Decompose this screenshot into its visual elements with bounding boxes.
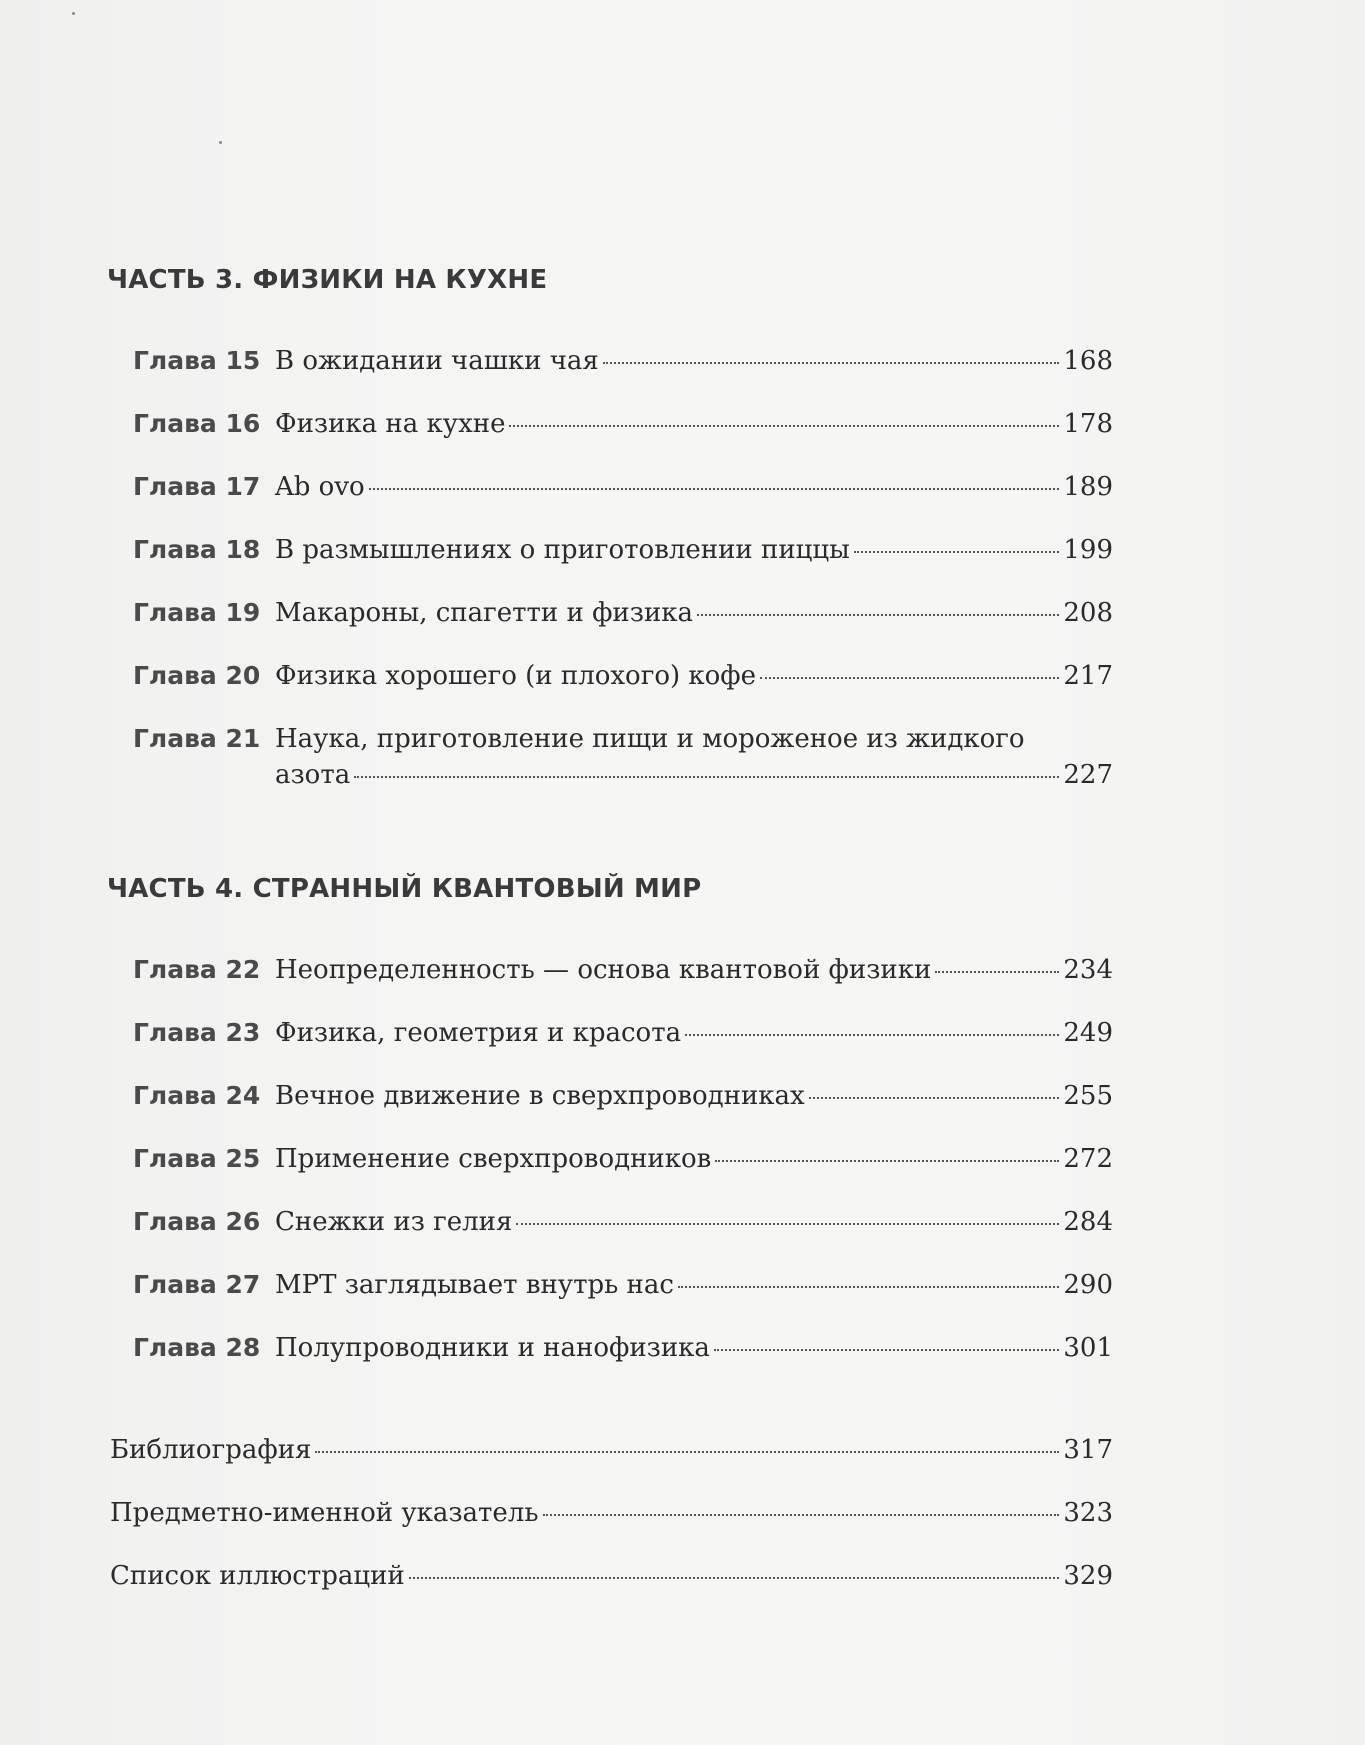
page-number: 178: [1063, 409, 1113, 439]
page-number: 227: [1063, 760, 1113, 790]
chapter-title: Применение сверхпроводников: [275, 1144, 712, 1174]
speck-mark: [219, 141, 222, 144]
section-title: Список иллюстраций: [110, 1561, 405, 1591]
dot-leader: [935, 971, 1059, 973]
chapter-label: Глава 18: [133, 535, 261, 564]
toc-entry-chapter-17[interactable]: [133, 472, 1113, 502]
chapter-title: Вечное движение в сверхпроводниках: [275, 1081, 805, 1111]
chapter-label: Глава 22: [133, 955, 261, 984]
dot-leader: [315, 1451, 1059, 1453]
page-number: 290: [1063, 1270, 1113, 1300]
speck-mark: [72, 12, 75, 15]
toc-entry-chapter-20[interactable]: [133, 661, 1113, 691]
toc-entry-index[interactable]: [110, 1498, 1113, 1528]
page-number: 208: [1063, 598, 1113, 628]
dot-leader: [854, 551, 1060, 553]
section-title: Предметно-именной указатель: [110, 1498, 539, 1528]
dot-leader: [714, 1349, 1059, 1351]
chapter-label: Глава 15: [133, 346, 261, 375]
toc-entry-chapter-16[interactable]: [133, 409, 1113, 439]
page-number: 217: [1063, 661, 1113, 691]
toc-entry-chapter-27[interactable]: [133, 1270, 1113, 1300]
dot-leader: [369, 488, 1060, 490]
dot-leader: [516, 1223, 1059, 1225]
section-title: Библиография: [110, 1435, 312, 1465]
chapter-title: Наука, приготовление пищи и мороженое из жидкого: [275, 724, 1025, 754]
chapter-label: Глава 17: [133, 472, 261, 501]
chapter-title: Физика, геометрия и красота: [275, 1018, 682, 1048]
part-4-heading: ЧАСТЬ 4. СТРАННЫЙ КВАНТОВЫЙ МИР: [107, 874, 702, 904]
toc-entry-chapter-22[interactable]: [133, 955, 1113, 985]
dot-leader: [715, 1160, 1059, 1162]
chapter-title: Физика хорошего (и плохого) кофе: [275, 661, 757, 691]
toc-entry-chapter-26[interactable]: [133, 1207, 1113, 1237]
toc-entry-bibliography[interactable]: [110, 1435, 1113, 1465]
page-number: 255: [1063, 1081, 1113, 1111]
toc-entry-chapter-23[interactable]: [133, 1018, 1113, 1048]
chapter-title: МРТ заглядывает внутрь нас: [275, 1270, 674, 1300]
dot-leader: [678, 1286, 1059, 1288]
page-number: 284: [1063, 1207, 1113, 1237]
chapter-label: Глава 20: [133, 661, 261, 690]
dot-leader: [809, 1097, 1060, 1099]
toc-entry-chapter-18[interactable]: [133, 535, 1113, 565]
toc-entry-illustrations[interactable]: [110, 1561, 1113, 1591]
dot-leader: [760, 677, 1059, 679]
page-number: 323: [1063, 1498, 1113, 1528]
chapter-title: В ожидании чашки чая: [275, 346, 599, 376]
chapter-label: Глава 26: [133, 1207, 261, 1236]
toc-entry-chapter-15[interactable]: [133, 346, 1113, 376]
page-number: 199: [1063, 535, 1113, 565]
page-number: 249: [1063, 1018, 1113, 1048]
dot-leader: [603, 362, 1060, 364]
dot-leader: [543, 1514, 1060, 1516]
chapter-title: Полупроводники и нанофизика: [275, 1333, 710, 1363]
dot-leader: [685, 1034, 1059, 1036]
page-number: 329: [1063, 1561, 1113, 1591]
dot-leader: [354, 776, 1059, 778]
chapter-title: В размышлениях о приготовлении пиццы: [275, 535, 850, 565]
toc-entry-chapter-19[interactable]: [133, 598, 1113, 628]
page-number: 189: [1063, 472, 1113, 502]
toc-entry-chapter-24[interactable]: [133, 1081, 1113, 1111]
dot-leader: [509, 425, 1059, 427]
page-number: 234: [1063, 955, 1113, 985]
chapter-title: Физика на кухне: [275, 409, 506, 439]
toc-entry-chapter-28[interactable]: [133, 1333, 1113, 1363]
chapter-title-continuation: азота: [275, 760, 351, 790]
chapter-label: Глава 23: [133, 1018, 261, 1047]
page-number: 317: [1063, 1435, 1113, 1465]
page-number: 272: [1063, 1144, 1113, 1174]
chapter-title: Неопределенность — основа квантовой физики: [275, 955, 932, 985]
chapter-label: Глава 21: [133, 724, 261, 753]
page-number: 301: [1063, 1333, 1113, 1363]
chapter-label: Глава 25: [133, 1144, 261, 1173]
chapter-label: Глава 16: [133, 409, 261, 438]
toc-entry-chapter-21[interactable]: [133, 724, 1113, 790]
chapter-title: Ab ovo: [275, 472, 365, 502]
dot-leader: [409, 1577, 1060, 1579]
page-number: 168: [1063, 346, 1113, 376]
chapter-label: Глава 28: [133, 1333, 261, 1362]
chapter-label: Глава 27: [133, 1270, 261, 1299]
chapter-title: Макароны, спагетти и физика: [275, 598, 694, 628]
part-3-heading: ЧАСТЬ 3. ФИЗИКИ НА КУХНЕ: [107, 265, 548, 295]
chapter-label: Глава 19: [133, 598, 261, 627]
dot-leader: [697, 614, 1059, 616]
chapter-title: Снежки из гелия: [275, 1207, 513, 1237]
chapter-label: Глава 24: [133, 1081, 261, 1110]
toc-entry-chapter-25[interactable]: [133, 1144, 1113, 1174]
